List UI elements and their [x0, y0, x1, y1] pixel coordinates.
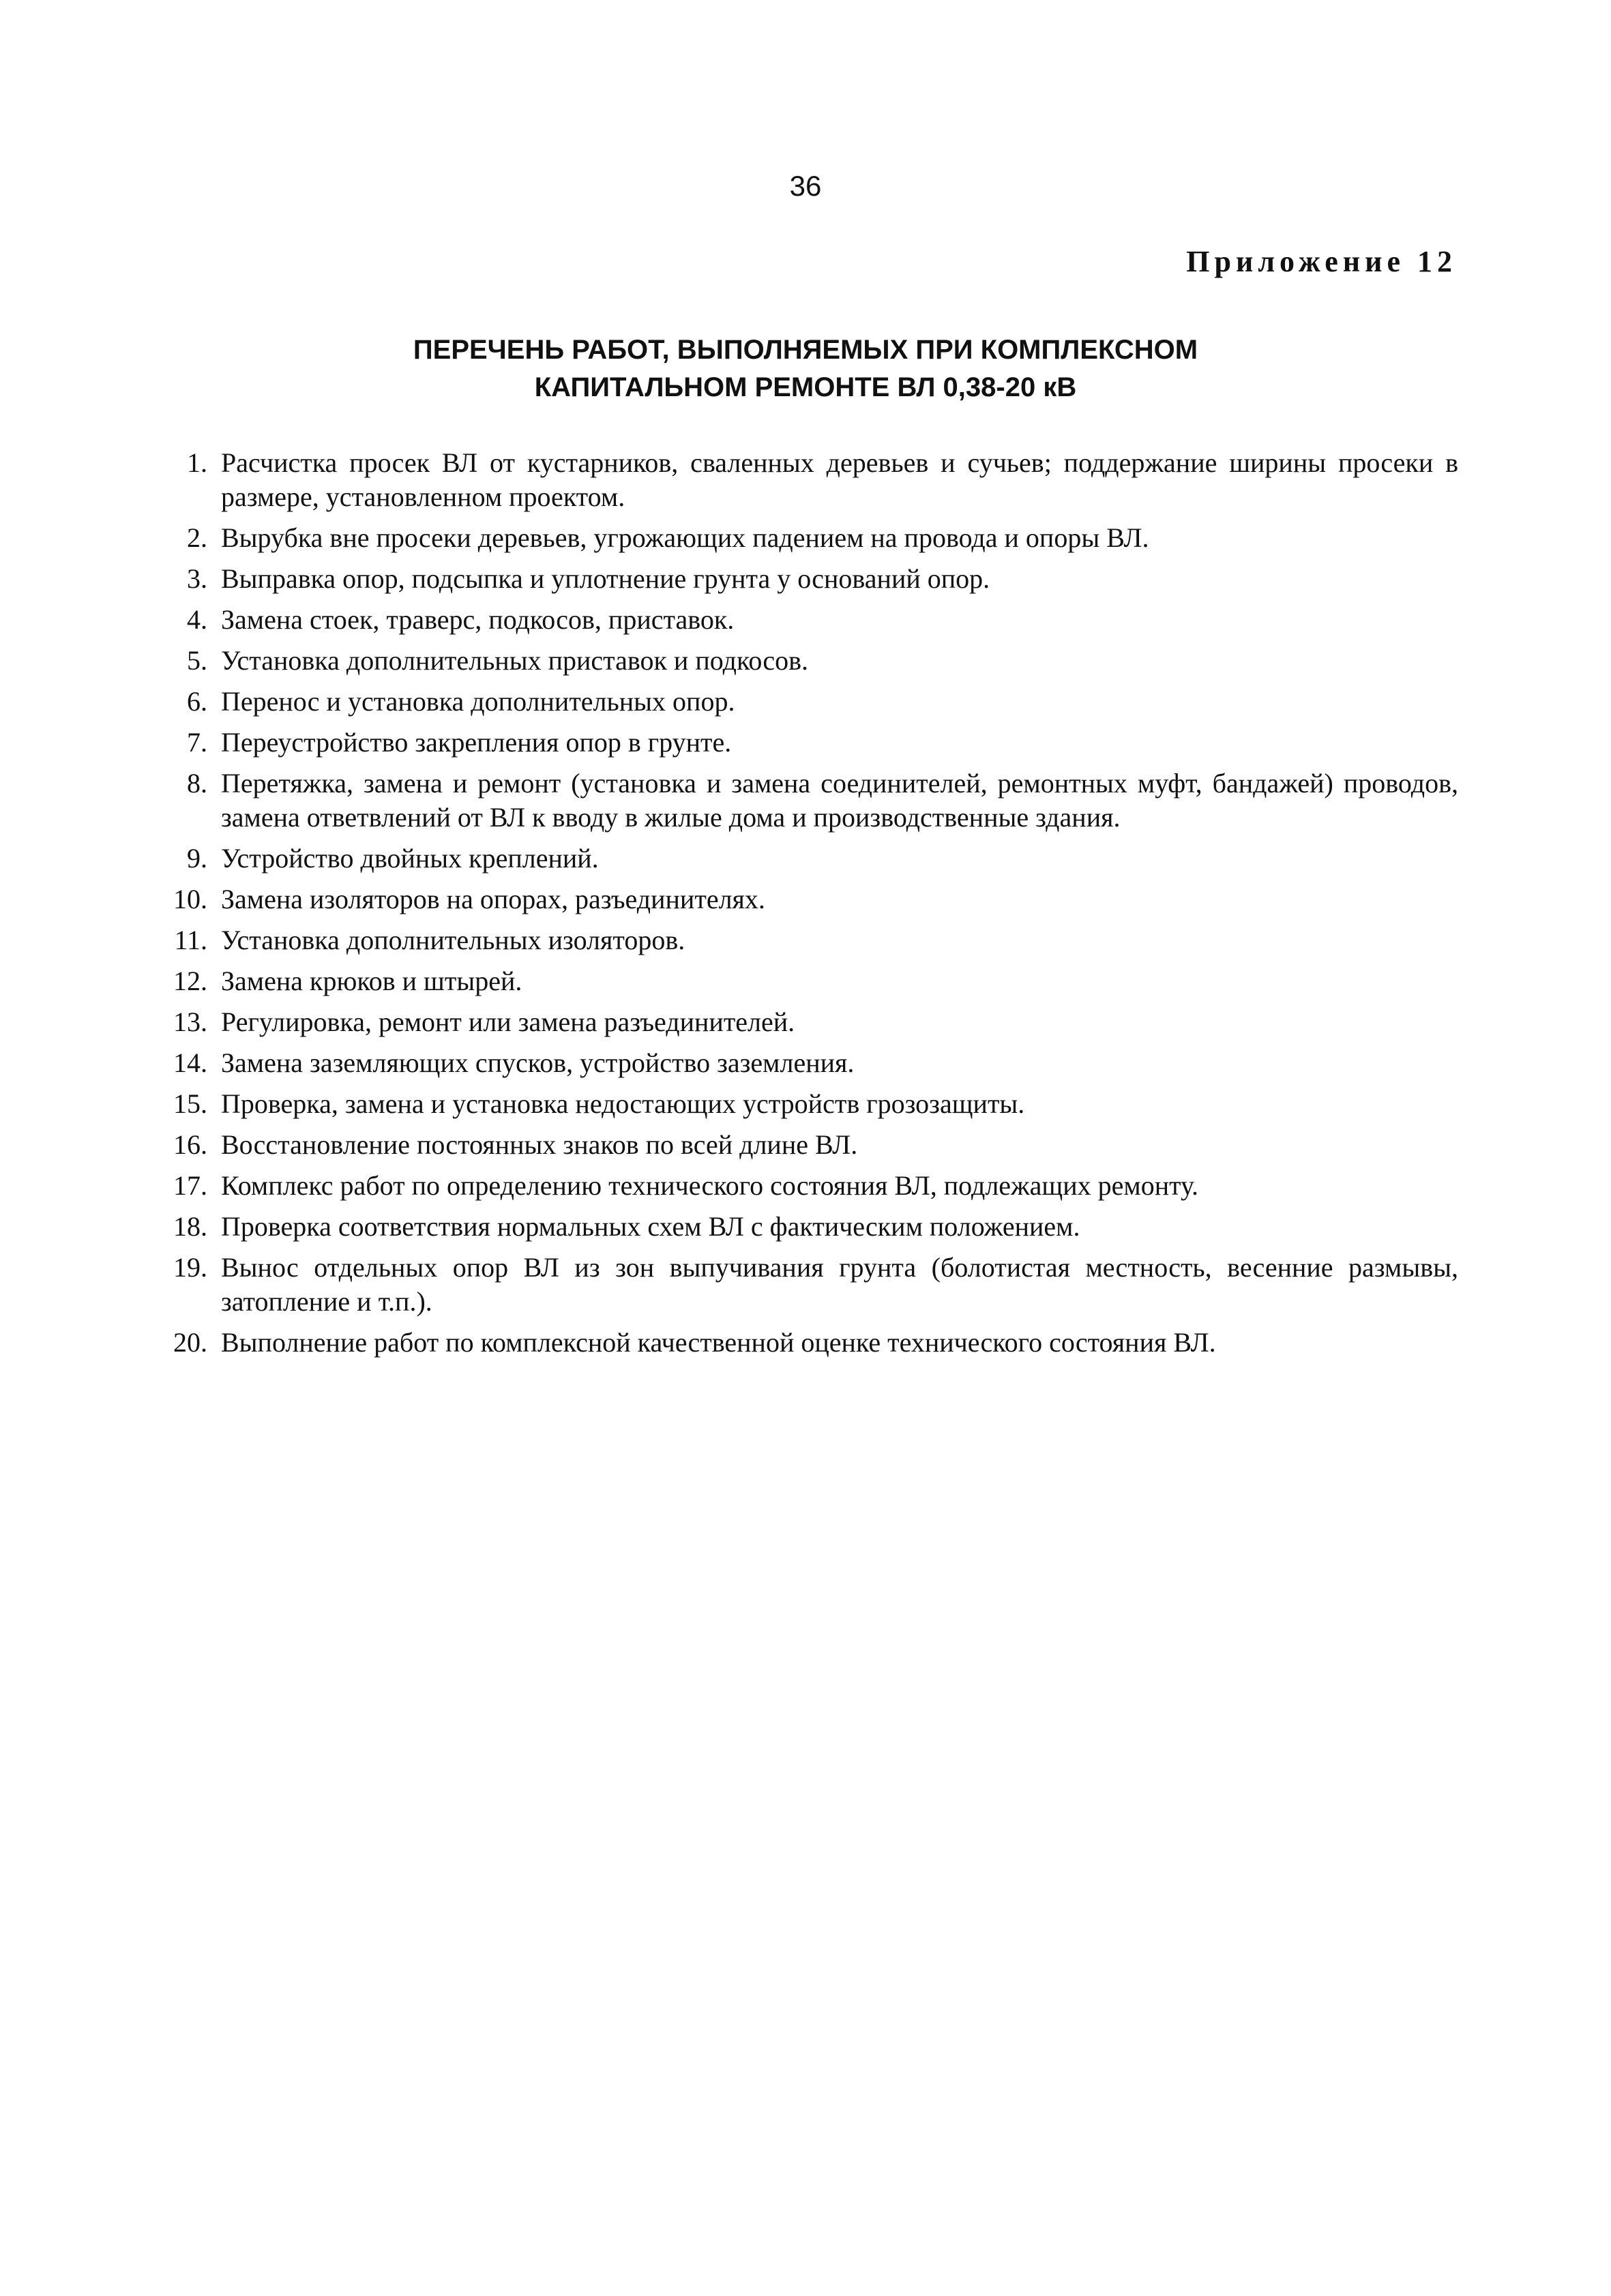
list-item: [162, 1005, 1458, 1039]
item-text: Выполнение работ по комплексной качественной оценке технического состояния ВЛ.: [221, 1327, 1216, 1358]
title-line-2: КАПИТАЛЬНОМ РЕМОНТЕ ВЛ 0,38-20 кВ: [534, 372, 1077, 402]
list-item: [162, 726, 1458, 760]
appendix-label: Приложение 12: [1186, 245, 1457, 278]
list-item: [162, 882, 1458, 916]
page-number: 36: [789, 170, 822, 202]
title-line-1: ПЕРЕЧЕНЬ РАБОТ, ВЫПОЛНЯЕМЫХ ПРИ КОМПЛЕКСНОМ: [413, 335, 1198, 365]
list-item: [162, 1087, 1458, 1121]
item-text: Перетяжка, замена и ремонт (установка и замена соединителей, ремонтных муфт, бандажей) проводов, замена ответвлений от ВЛ к вводу в жилые дома и производственные здания.: [221, 768, 1458, 833]
list-item: [162, 841, 1458, 876]
item-number: 15.: [173, 1088, 207, 1119]
list-item: [162, 766, 1458, 835]
list-item: [162, 923, 1458, 957]
item-number: 11.: [174, 925, 207, 955]
item-number: 14.: [173, 1047, 207, 1078]
list-item: [162, 1326, 1458, 1360]
item-number: 10.: [173, 884, 207, 914]
item-number: 5.: [187, 645, 207, 676]
item-number: 12.: [173, 966, 207, 996]
document-title: [0, 331, 1611, 406]
list-item: [162, 964, 1458, 998]
item-number: 7.: [187, 727, 207, 758]
item-number: 3.: [187, 563, 207, 594]
list-item: [162, 562, 1458, 596]
item-text: Проверка, замена и установка недостающих устройств грозозащиты.: [221, 1088, 1025, 1119]
list-item: [162, 1128, 1458, 1162]
item-text: Комплекс работ по определению технического состояния ВЛ, подлежащих ремонту.: [221, 1170, 1199, 1201]
item-text: Вырубка вне просеки деревьев, угрожающих падением на провода и опоры ВЛ.: [221, 522, 1149, 553]
list-item: [162, 1169, 1458, 1203]
item-text: Расчистка просек ВЛ от кустарников, сваленных деревьев и сучьев; поддержание ширины просеки в размере, установленном проектом.: [221, 447, 1458, 512]
item-text: Перенос и установка дополнительных опор.: [221, 686, 735, 717]
item-text: Замена стоек, траверс, подкосов, приставок.: [221, 604, 735, 635]
list-item: [162, 1046, 1458, 1080]
item-number: 13.: [173, 1007, 207, 1037]
item-text: Переустройство закрепления опор в грунте.: [221, 727, 732, 758]
list-item: [162, 685, 1458, 719]
item-text: Замена крюков и штырей.: [221, 966, 522, 996]
item-text: Вынос отдельных опор ВЛ из зон выпучивания грунта (болотистая местность, весенние размывы, затопление и т.п.).: [221, 1252, 1458, 1317]
item-text: Устройство двойных креплений.: [221, 843, 599, 874]
item-text: Установка дополнительных изоляторов.: [221, 925, 685, 955]
list-item: [162, 1251, 1458, 1319]
list-item: [162, 521, 1458, 555]
list-item: [162, 644, 1458, 678]
item-text: Выправка опор, подсыпка и уплотнение грунта у оснований опор.: [221, 563, 990, 594]
item-number: 4.: [187, 604, 207, 635]
item-number: 8.: [187, 768, 207, 799]
item-number: 18.: [173, 1211, 207, 1242]
item-text: Установка дополнительных приставок и подкосов.: [221, 645, 808, 676]
list-item: [162, 1210, 1458, 1244]
item-number: 20.: [173, 1327, 207, 1358]
item-text: Замена изоляторов на опорах, разъединителях.: [221, 884, 765, 914]
list-item: [162, 603, 1458, 637]
work-list: [162, 446, 1458, 1367]
item-number: 19.: [173, 1252, 207, 1283]
item-number: 6.: [187, 686, 207, 717]
item-number: 1.: [187, 447, 207, 478]
item-number: 17.: [173, 1170, 207, 1201]
item-text: Замена заземляющих спусков, устройство заземления.: [221, 1047, 855, 1078]
list-item: [162, 446, 1458, 514]
item-number: 2.: [187, 522, 207, 553]
item-text: Проверка соответствия нормальных схем ВЛ с фактическим положением.: [221, 1211, 1080, 1242]
item-number: 9.: [187, 843, 207, 874]
item-text: Восстановление постоянных знаков по всей длине ВЛ.: [221, 1129, 858, 1160]
item-text: Регулировка, ремонт или замена разъединителей.: [221, 1007, 795, 1037]
item-number: 16.: [173, 1129, 207, 1160]
